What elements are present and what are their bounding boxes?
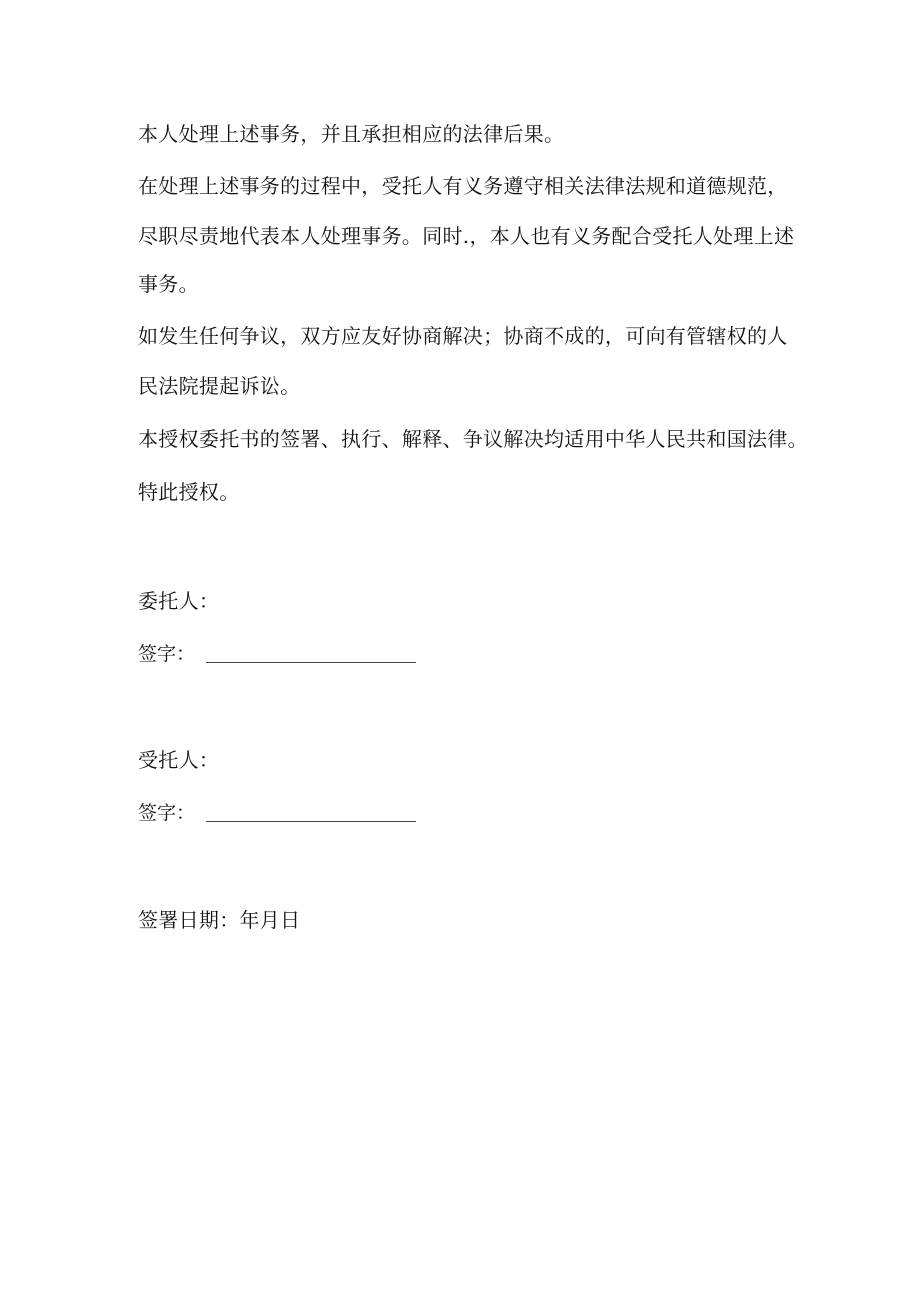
paragraph-line-8: 特此授权。 (138, 480, 240, 504)
principal-signature-label: 签字： (138, 643, 196, 665)
paragraph-line-2: 在处理上述事务的过程中，受托人有义务遵守相关法律法规和道德规范， (138, 174, 788, 198)
paragraph-line-7: 本授权委托书的签署、执行、解释、争议解决均适用中华人民共和国法律。 (138, 427, 808, 451)
paragraph-line-5: 如发生任何争议，双方应友好协商解决；协商不成的，可向有管辖权的人 (138, 324, 788, 348)
principal-heading: 委托人： (138, 589, 220, 613)
principal-signature-row (138, 640, 195, 668)
agent-signature-line[interactable] (206, 821, 416, 822)
paragraph-line-6: 民法院提起诉讼。 (138, 374, 301, 398)
agent-heading: 受托人： (138, 748, 220, 772)
paragraph-line-3: 尽职尽责地代表本人处理事务。同时.，本人也有义务配合受托人处理上述 (138, 224, 795, 248)
sign-date: 签署日期：年月日 (138, 908, 301, 932)
agent-signature-row (138, 799, 195, 827)
agent-signature-label: 签字： (138, 802, 196, 824)
principal-signature-line[interactable] (206, 662, 416, 663)
paragraph-line-4: 事务。 (138, 272, 199, 296)
paragraph-line-1: 本人处理上述事务，并且承担相应的法律后果。 (138, 122, 565, 146)
